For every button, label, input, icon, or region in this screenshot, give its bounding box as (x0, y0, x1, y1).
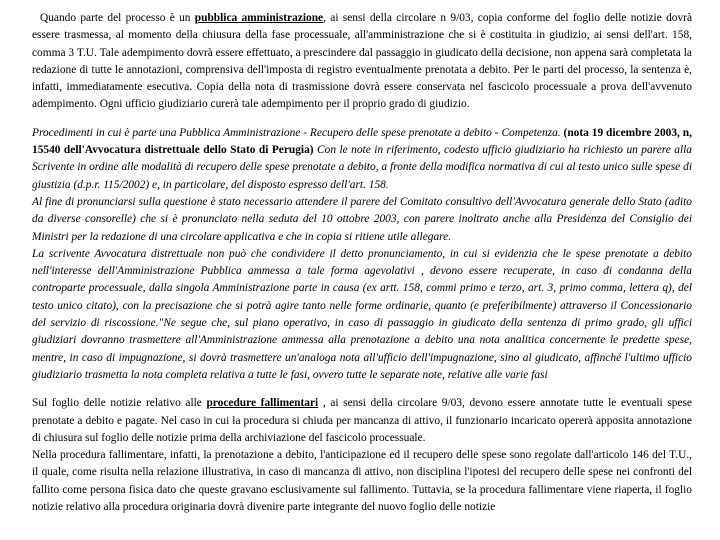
paragraph-public-administration (32, 10, 692, 114)
paragraph-text: Sul foglio delle notizie relativo alle (32, 397, 207, 410)
bankruptcy-procedures-link[interactable]: procedure fallimentari (206, 397, 319, 410)
note-body-3: La scrivente Avvocatura distrettuale non può che condividere il detto pronunciamento, in cui si evidenzia che le spese prenotate a debito nell'interesse dell'Amministrazione Pubblica ammessa a tale forma agevolativi , devono essere recuperate, in caso di condanna della controparte processuale, dalla singola Amministrazione parte in causa (ex artt. 158, commi primo e terzo, art. 3, primo comma, lettera q), del testo unico citato), con la precisazione che si potrà agire tanto nelle forme ordinarie, quanto (e preferibilmente) attraverso il Concessionario del servizio di riscossione."Ne segue che, sul piano operativo, in caso di passaggio in giudicato della sentenza di primo grado, gli uffici giudiziari dovranno trasmettere all'Amministrazione ammessa alla prenotazione a debito una nota analitica concernente le predette spese, mentre, in caso di impugnazione, si dovrà trasmettere un'analoga nota all'ufficio dell'impugnazione, sino al giudicato, affinché l'ultimo ufficio giudiziario trasmetta la nota completa relativa a tutte le fasi, ovvero tutte le separate note, relative alle varie fasi (32, 247, 692, 381)
public-administration-link[interactable]: pubblica amministrazione (194, 12, 324, 24)
paragraph-text: , ai sensi della circolare n 9/03, copia conforme del foglio delle notizie dovrà essere trasmessa, al momento della chiusura della fase processuale, all'amministrazione che si è costituita in giudizio, ai sensi dell'art. 158, comma 3 T.U. Tale adempimento dovrà essere effettuato, a prescindere dal passaggio in giudicato della decisione, non appena sarà completata la redazione di tutte le annotazioni, comprensiva dell'imposta di registro eventualmente prenotata a debito. Per le parti del processo, la sentenza è, infatti, immediatamente esecutiva. Copia della nota di trasmissione dovrà essere conservata nel fascicolo processuale a prova dell'avvenuto adempimento. Ogni ufficio giudiziario curerà tale adempimento per il proprio grado di giudizio. (32, 12, 692, 111)
paragraph-avvocatura-note (32, 125, 692, 384)
note-body-1: Con le note in riferimento, codesto ufficio giudiziario ha richiesto un parere alla Scrivente in ordine alle modalità di recupero delle spese prenotate a debito, a fronte della modifica normativa di cui al testo unico sulle spese di giustizia (d.p.r. 115/2002) e, in particolare, del disposto espresso dell'art. 158. (32, 144, 692, 191)
document-page (32, 10, 692, 516)
note-lead: Procedimenti in cui è parte una Pubblica Amministrazione - Recupero delle spese prenotate a debito - Competenza. (32, 126, 561, 139)
paragraph-text: Quando parte del processo è un (40, 12, 195, 24)
paragraph-text: , ai sensi della circolare 9/03, devono essere annotate tutte le eventuali spese prenotate a debito e pagate. Nel caso in cui la procedura si chiuda per mancanza di attivo, il funzionario incaricato opererà apposita annotazione di chiusura sul foglio delle notizie prima della archiviazione del fascicolo processuale. (32, 397, 692, 444)
paragraph-bankruptcy (32, 395, 692, 516)
note-body-2: Al fine di pronunciarsi sulla questione è stato necessario attendere il parere del Comitato consultivo dell'Avvocatura generale dello Stato (adito da diverse consorelle) che si è pronunciato nella seduta del 10 ottobre 2003, con parere inoltrato anche alla Presidenza del Consiglio dei Ministri per la redazione di una circolare applicativa e che in copia si ritiene utile allegare. (32, 195, 692, 243)
bankruptcy-body: Nella procedura fallimentare, infatti, la prenotazione a debito, l'anticipazione ed il recupero delle spese sono regolate dall'articolo 146 del T.U., il quale, come risulta nella relazione illustrativa, in caso di mancanza di attivo, non disciplina l'ipotesi del recupero delle spese nei confronti del fallito come persona fisica dato che queste gravano esclusivamente sul fallimento. Tuttavia, se la procedura fallimentare viene riaperta, il foglio notizie relativo alla procedura originaria dovrà divenire parte integrante del nuovo foglio delle notizie (32, 449, 692, 514)
note-reference: (nota 19 dicembre 2003, n, 15540 dell'Avvocatura distrettuale dello Stato di Perugia) (32, 126, 692, 157)
